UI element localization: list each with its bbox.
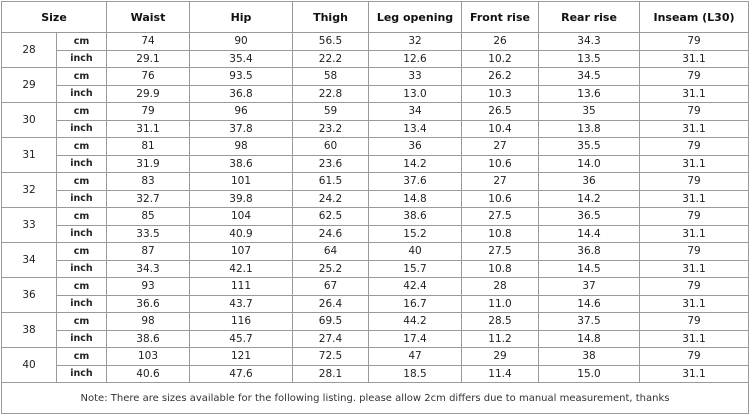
table-row [2, 85, 749, 103]
table-row [2, 243, 749, 261]
size-label: 36 [2, 278, 57, 313]
table-row [2, 365, 749, 383]
table-cell: 87 [107, 243, 190, 261]
table-cell: 34.5 [539, 68, 640, 86]
table-cell: 98 [190, 138, 293, 156]
table-cell: 31.1 [640, 190, 749, 208]
table-cell: 59 [293, 103, 369, 121]
size-label: 38 [2, 313, 57, 348]
table-cell: 15.2 [369, 225, 462, 243]
table-cell: 76 [107, 68, 190, 86]
table-cell: 107 [190, 243, 293, 261]
table-cell: 79 [107, 103, 190, 121]
table-cell: 31.1 [640, 330, 749, 348]
table-cell: 79 [640, 313, 749, 331]
table-cell: 64 [293, 243, 369, 261]
table-cell: 28.1 [293, 365, 369, 383]
table-cell: 98 [107, 313, 190, 331]
table-cell: 40.9 [190, 225, 293, 243]
table-cell: 38.6 [369, 208, 462, 226]
table-cell: 31.1 [640, 365, 749, 383]
table-cell: 38.6 [190, 155, 293, 173]
unit-label: inch [57, 190, 107, 208]
table-cell: 25.2 [293, 260, 369, 278]
table-cell: 43.7 [190, 295, 293, 313]
table-cell: 111 [190, 278, 293, 296]
table-cell: 37.6 [369, 173, 462, 191]
header-row [2, 2, 749, 33]
table-cell: 56.5 [293, 33, 369, 51]
table-row [2, 295, 749, 313]
table-cell: 34.3 [107, 260, 190, 278]
table-cell: 10.8 [462, 260, 539, 278]
table-cell: 10.3 [462, 85, 539, 103]
table-cell: 18.5 [369, 365, 462, 383]
table-cell: 23.6 [293, 155, 369, 173]
unit-label: cm [57, 278, 107, 296]
table-cell: 58 [293, 68, 369, 86]
unit-label: cm [57, 313, 107, 331]
table-cell: 101 [190, 173, 293, 191]
table-cell: 79 [640, 278, 749, 296]
table-cell: 79 [640, 68, 749, 86]
header-front-rise: Front rise [462, 2, 539, 33]
table-cell: 11.2 [462, 330, 539, 348]
unit-label: cm [57, 138, 107, 156]
table-cell: 14.0 [539, 155, 640, 173]
table-cell: 37.8 [190, 120, 293, 138]
table-cell: 10.6 [462, 190, 539, 208]
table-cell: 121 [190, 348, 293, 366]
table-row [2, 348, 749, 366]
size-label: 33 [2, 208, 57, 243]
table-cell: 11.4 [462, 365, 539, 383]
measurement-note: Note: There are sizes available for the following listing. please allow 2cm differs due to manual measurement, thanks [2, 383, 749, 414]
table-cell: 83 [107, 173, 190, 191]
table-cell: 116 [190, 313, 293, 331]
table-cell: 35.5 [539, 138, 640, 156]
table-cell: 38 [539, 348, 640, 366]
table-row [2, 330, 749, 348]
table-cell: 28.5 [462, 313, 539, 331]
table-cell: 79 [640, 208, 749, 226]
table-row [2, 155, 749, 173]
table-cell: 34.3 [539, 33, 640, 51]
table-cell: 40.6 [107, 365, 190, 383]
table-cell: 26.4 [293, 295, 369, 313]
table-cell: 32.7 [107, 190, 190, 208]
header-size: Size [2, 2, 107, 33]
table-cell: 29.9 [107, 85, 190, 103]
table-cell: 42.1 [190, 260, 293, 278]
table-cell: 79 [640, 33, 749, 51]
size-label: 32 [2, 173, 57, 208]
size-label: 40 [2, 348, 57, 383]
table-row [2, 225, 749, 243]
table-cell: 24.6 [293, 225, 369, 243]
table-cell: 93 [107, 278, 190, 296]
table-cell: 81 [107, 138, 190, 156]
unit-label: inch [57, 330, 107, 348]
table-cell: 12.6 [369, 50, 462, 68]
table-row [2, 68, 749, 86]
unit-label: cm [57, 33, 107, 51]
table-cell: 14.2 [539, 190, 640, 208]
size-label: 30 [2, 103, 57, 138]
table-row [2, 103, 749, 121]
table-cell: 27.5 [462, 208, 539, 226]
table-cell: 31.1 [107, 120, 190, 138]
table-cell: 17.4 [369, 330, 462, 348]
unit-label: inch [57, 365, 107, 383]
table-cell: 79 [640, 138, 749, 156]
table-cell: 23.2 [293, 120, 369, 138]
table-cell: 31.1 [640, 155, 749, 173]
size-label: 34 [2, 243, 57, 278]
table-cell: 72.5 [293, 348, 369, 366]
table-cell: 16.7 [369, 295, 462, 313]
table-cell: 39.8 [190, 190, 293, 208]
table-row [2, 50, 749, 68]
table-cell: 11.0 [462, 295, 539, 313]
table-cell: 96 [190, 103, 293, 121]
table-cell: 90 [190, 33, 293, 51]
table-cell: 22.8 [293, 85, 369, 103]
unit-label: cm [57, 243, 107, 261]
table-cell: 31.1 [640, 120, 749, 138]
size-chart-table [1, 1, 749, 414]
note-row [2, 383, 749, 414]
table-row [2, 138, 749, 156]
table-cell: 15.0 [539, 365, 640, 383]
table-cell: 14.8 [369, 190, 462, 208]
table-row [2, 313, 749, 331]
table-cell: 33.5 [107, 225, 190, 243]
table-row [2, 173, 749, 191]
table-row [2, 208, 749, 226]
unit-label: cm [57, 208, 107, 226]
table-row [2, 190, 749, 208]
table-cell: 104 [190, 208, 293, 226]
table-cell: 47.6 [190, 365, 293, 383]
table-cell: 14.2 [369, 155, 462, 173]
unit-label: cm [57, 68, 107, 86]
table-cell: 13.6 [539, 85, 640, 103]
table-cell: 35.4 [190, 50, 293, 68]
table-cell: 14.8 [539, 330, 640, 348]
table-cell: 74 [107, 33, 190, 51]
table-cell: 36 [539, 173, 640, 191]
table-cell: 31.1 [640, 225, 749, 243]
unit-label: inch [57, 225, 107, 243]
header-rear-rise: Rear rise [539, 2, 640, 33]
unit-label: inch [57, 295, 107, 313]
table-cell: 79 [640, 348, 749, 366]
table-cell: 15.7 [369, 260, 462, 278]
header-leg-opening: Leg opening [369, 2, 462, 33]
table-cell: 67 [293, 278, 369, 296]
table-cell: 28 [462, 278, 539, 296]
unit-label: inch [57, 155, 107, 173]
unit-label: cm [57, 173, 107, 191]
table-row [2, 260, 749, 278]
table-cell: 22.2 [293, 50, 369, 68]
size-label: 28 [2, 33, 57, 68]
table-cell: 27 [462, 138, 539, 156]
unit-label: cm [57, 103, 107, 121]
table-cell: 32 [369, 33, 462, 51]
table-cell: 38.6 [107, 330, 190, 348]
table-row [2, 120, 749, 138]
table-cell: 36.6 [107, 295, 190, 313]
table-cell: 34 [369, 103, 462, 121]
unit-label: inch [57, 85, 107, 103]
table-cell: 13.8 [539, 120, 640, 138]
table-cell: 37 [539, 278, 640, 296]
table-cell: 69.5 [293, 313, 369, 331]
table-cell: 14.4 [539, 225, 640, 243]
table-cell: 36.8 [539, 243, 640, 261]
size-label: 29 [2, 68, 57, 103]
unit-label: inch [57, 120, 107, 138]
table-cell: 103 [107, 348, 190, 366]
table-cell: 62.5 [293, 208, 369, 226]
table-cell: 61.5 [293, 173, 369, 191]
table-cell: 29 [462, 348, 539, 366]
table-cell: 79 [640, 243, 749, 261]
table-cell: 42.4 [369, 278, 462, 296]
table-cell: 79 [640, 103, 749, 121]
table-cell: 27.4 [293, 330, 369, 348]
header-hip: Hip [190, 2, 293, 33]
table-cell: 60 [293, 138, 369, 156]
table-cell: 13.5 [539, 50, 640, 68]
table-cell: 45.7 [190, 330, 293, 348]
table-cell: 31.1 [640, 50, 749, 68]
size-rows [2, 33, 749, 383]
header-inseam-l30: Inseam (L30) [640, 2, 749, 33]
unit-label: inch [57, 50, 107, 68]
table-row [2, 33, 749, 51]
table-row [2, 278, 749, 296]
table-cell: 26 [462, 33, 539, 51]
table-cell: 85 [107, 208, 190, 226]
table-cell: 47 [369, 348, 462, 366]
table-cell: 26.2 [462, 68, 539, 86]
table-cell: 36.8 [190, 85, 293, 103]
table-cell: 10.8 [462, 225, 539, 243]
table-cell: 31.1 [640, 85, 749, 103]
table-cell: 79 [640, 173, 749, 191]
table-cell: 13.0 [369, 85, 462, 103]
header-thigh: Thigh [293, 2, 369, 33]
table-cell: 10.2 [462, 50, 539, 68]
table-cell: 10.6 [462, 155, 539, 173]
table-cell: 31.1 [640, 260, 749, 278]
table-cell: 93.5 [190, 68, 293, 86]
table-cell: 29.1 [107, 50, 190, 68]
table-cell: 36.5 [539, 208, 640, 226]
size-label: 31 [2, 138, 57, 173]
unit-label: cm [57, 348, 107, 366]
table-cell: 14.6 [539, 295, 640, 313]
table-cell: 10.4 [462, 120, 539, 138]
table-cell: 14.5 [539, 260, 640, 278]
table-cell: 37.5 [539, 313, 640, 331]
table-cell: 31.1 [640, 295, 749, 313]
table-cell: 44.2 [369, 313, 462, 331]
table-cell: 35 [539, 103, 640, 121]
table-cell: 36 [369, 138, 462, 156]
table-cell: 13.4 [369, 120, 462, 138]
table-cell: 27.5 [462, 243, 539, 261]
header-waist: Waist [107, 2, 190, 33]
table-cell: 31.9 [107, 155, 190, 173]
table-cell: 24.2 [293, 190, 369, 208]
table-cell: 40 [369, 243, 462, 261]
size-chart [1, 1, 748, 414]
unit-label: inch [57, 260, 107, 278]
table-cell: 26.5 [462, 103, 539, 121]
table-cell: 33 [369, 68, 462, 86]
table-cell: 27 [462, 173, 539, 191]
